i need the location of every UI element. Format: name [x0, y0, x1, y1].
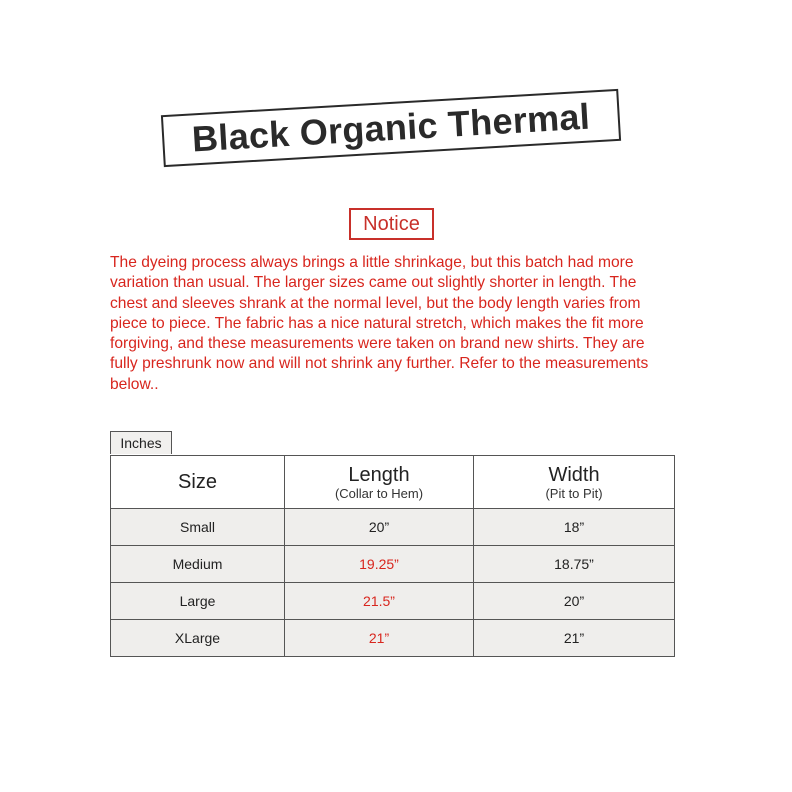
table-row — [111, 620, 675, 657]
cell-width: 18” — [474, 509, 675, 546]
cell-size: Large — [111, 583, 285, 620]
header-size-label: Size — [178, 471, 217, 493]
header-length-label: Length — [348, 463, 410, 486]
cell-width: 18.75” — [474, 546, 675, 583]
units-tab: Inches — [110, 431, 172, 454]
header-length — [285, 456, 474, 509]
cell-width: 20” — [474, 583, 675, 620]
cell-length: 20” — [285, 509, 474, 546]
header-width-label: Width — [548, 463, 600, 486]
cell-size: Medium — [111, 546, 285, 583]
notice-body-text: The dyeing process always brings a little shrinkage, but this batch had more variation than usual. The larger sizes came out slightly shorter in length. The chest and sleeves shrank at the normal level, but the body length varies from piece to piece. The fabric has a nice natural stretch, which makes the fit more forgiving, and these measurements were taken on brand new shirts. They are fully preshrunk now and will not shrink any further. Refer to the measurements below.. — [110, 254, 649, 393]
table-row — [111, 509, 675, 546]
cell-size: Small — [111, 509, 285, 546]
table-header-row — [111, 456, 675, 509]
header-length-sublabel: (Collar to Hem) — [334, 485, 424, 501]
table-row — [111, 583, 675, 620]
title-box — [161, 89, 621, 167]
cell-length-highlighted: 21.5” — [285, 583, 474, 620]
cell-length-highlighted: 19.25” — [285, 546, 474, 583]
size-chart-table — [110, 455, 675, 657]
notice-label-box — [349, 208, 434, 240]
cell-width: 21” — [474, 620, 675, 657]
page-title: Black Organic Thermal — [190, 95, 592, 160]
header-width — [474, 456, 675, 509]
cell-size: XLarge — [111, 620, 285, 657]
notice-heading: Notice — [363, 212, 420, 235]
table-row — [111, 546, 675, 583]
header-size — [111, 456, 285, 509]
cell-length-highlighted: 21” — [285, 620, 474, 657]
header-width-sublabel: (Pit to Pit) — [545, 485, 603, 501]
